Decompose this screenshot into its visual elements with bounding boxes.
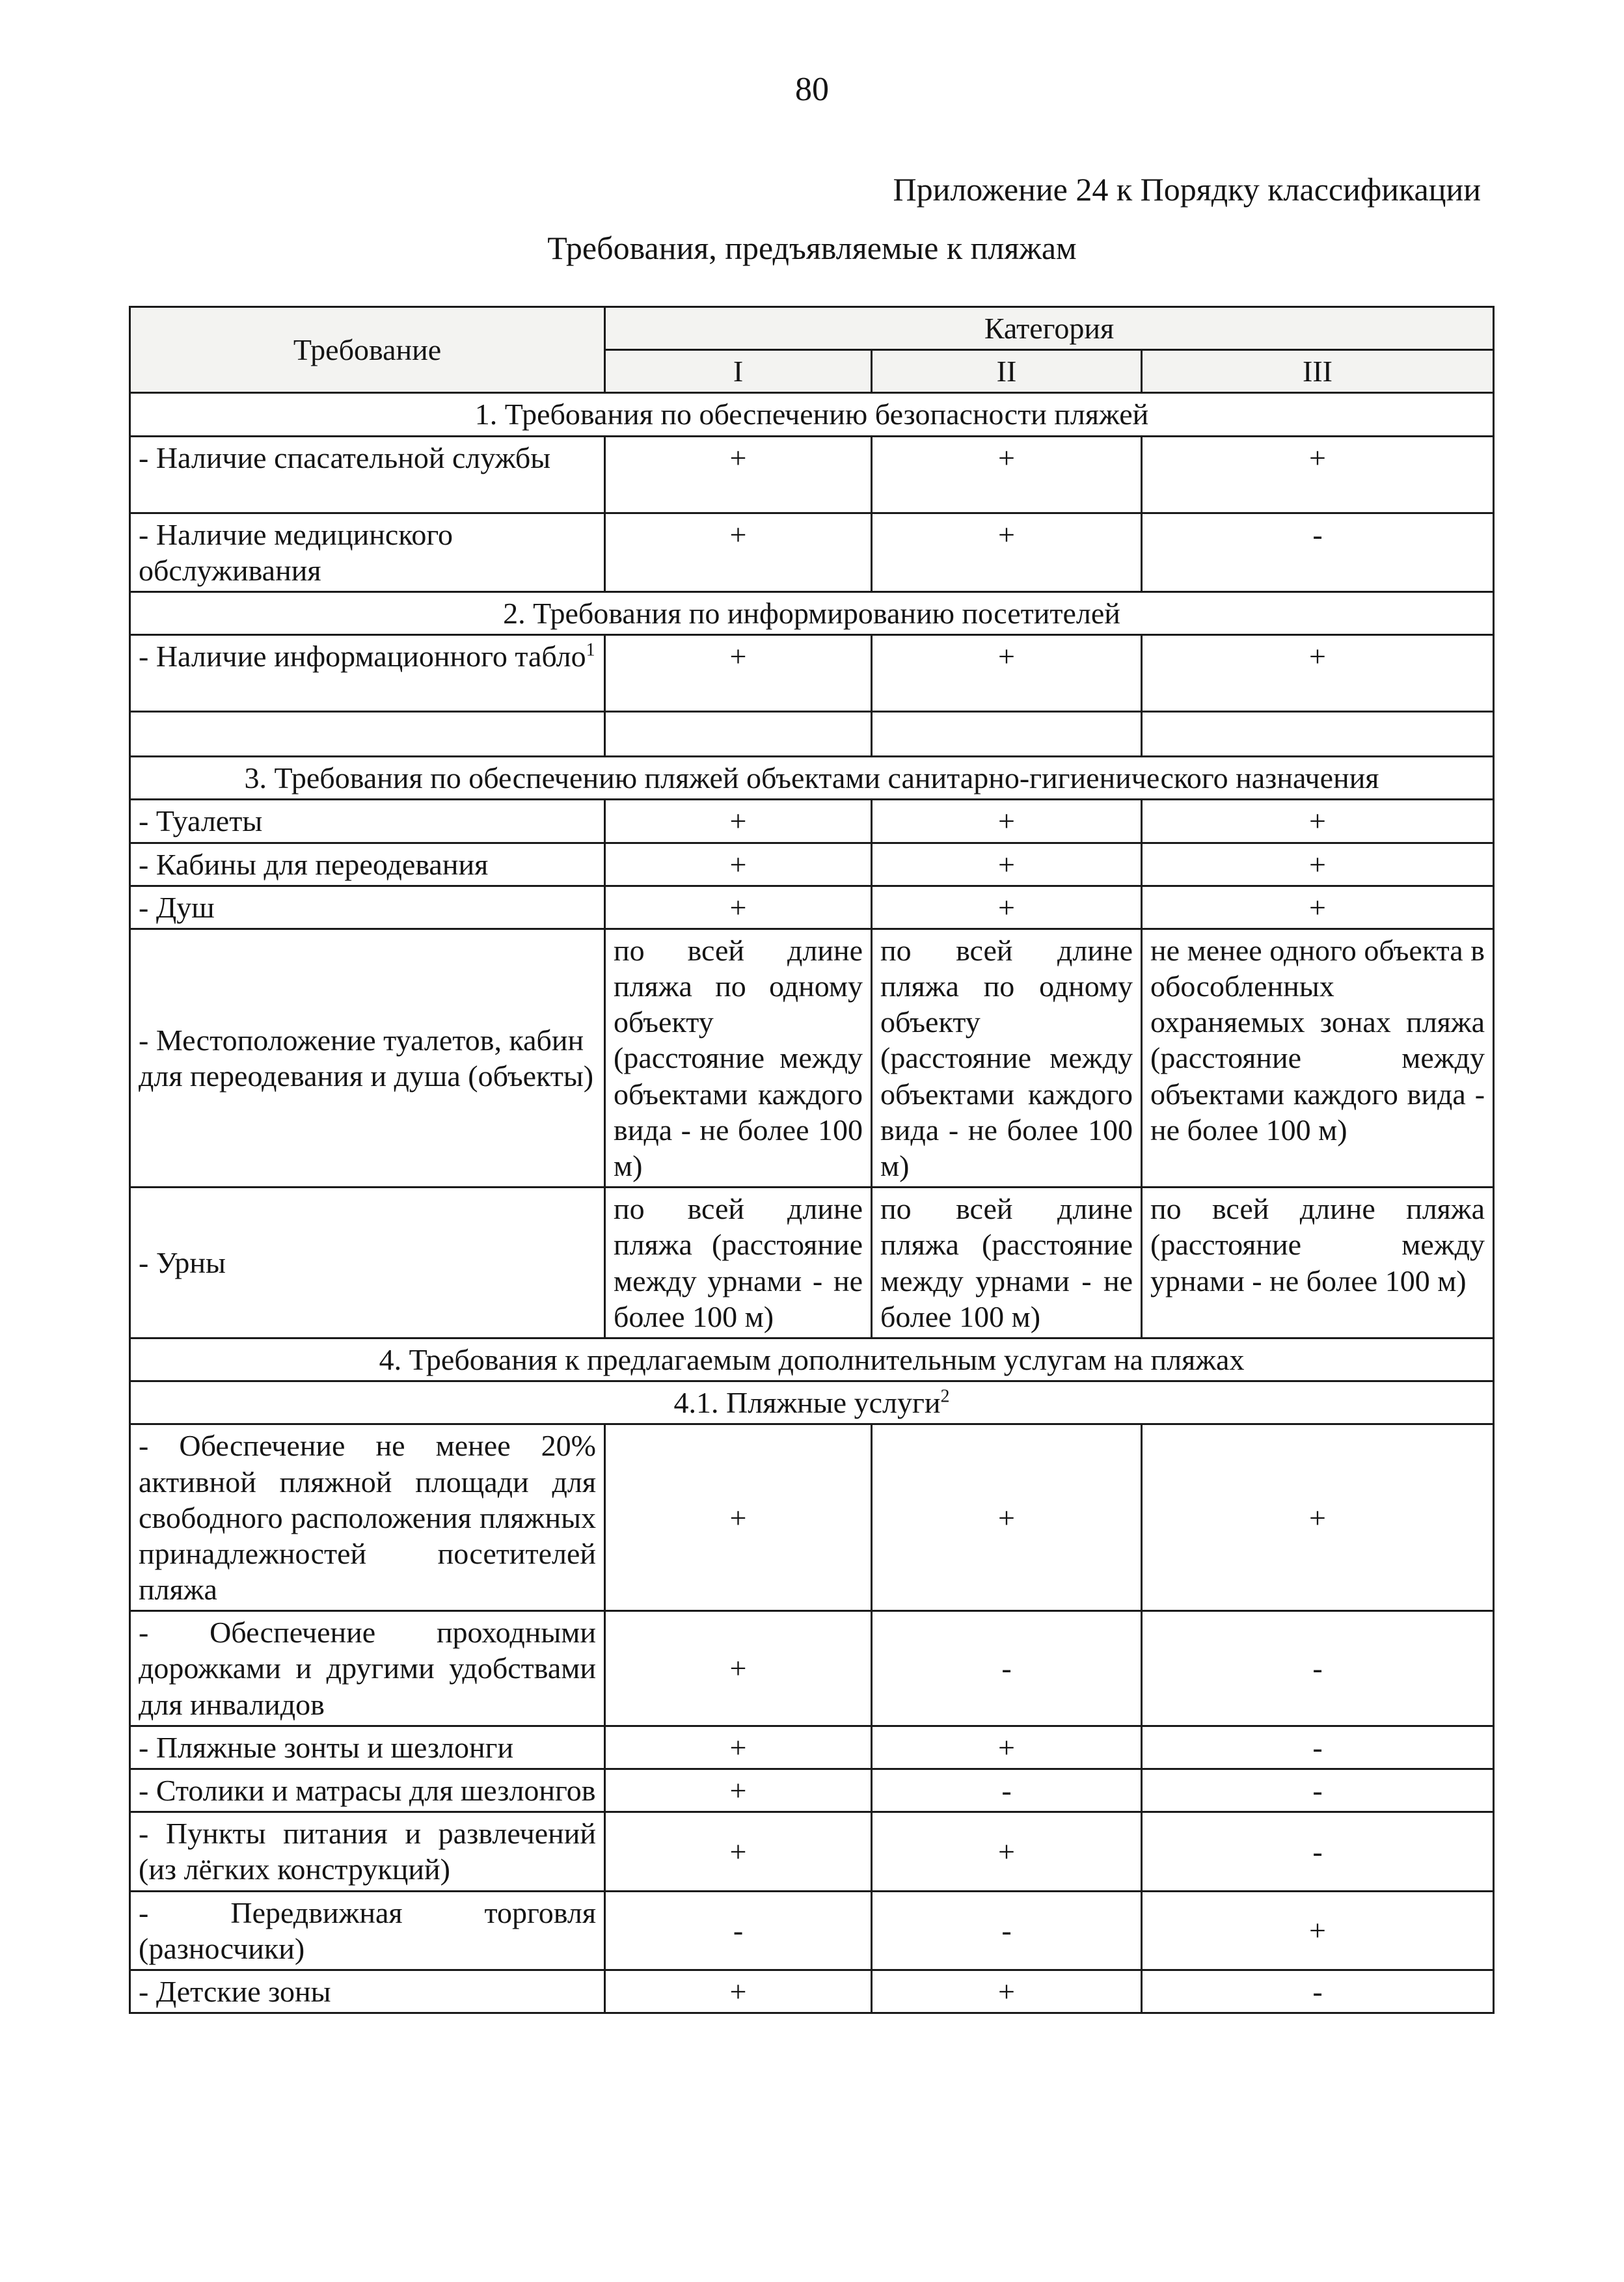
cell-category-2: по всей длине пляжа по одному объекту (расстояние между объектами каждого вида - не более 100 м) xyxy=(872,929,1142,1187)
cell-category-3: - xyxy=(1142,1970,1494,2013)
document-title: Требования, предъявляемые к пляжам xyxy=(547,230,1077,266)
cell-category-2: + xyxy=(872,436,1142,513)
table-row xyxy=(130,1726,1494,1769)
empty-cell xyxy=(605,712,872,757)
cell-category-1: + xyxy=(605,436,872,513)
cell-category-3: не менее одного объекта в обособленных охраняемых зонах пляжа (расстояние между объектами каждого вида - не более 100 м) xyxy=(1142,929,1494,1187)
footnote-marker: 1 xyxy=(586,640,595,660)
table-row xyxy=(130,843,1494,886)
subsection-heading xyxy=(130,1381,1494,1424)
cell-category-3: - xyxy=(1142,1769,1494,1812)
header-row xyxy=(130,307,1494,350)
cell-category-1: + xyxy=(605,1812,872,1891)
cell-category-1: по всей длине пляжа по одному объекту (расстояние между объектами каждого вида - не более 100 м) xyxy=(605,929,872,1187)
cell-category-2: + xyxy=(872,1726,1142,1769)
row-label: - Пляжные зонты и шезлонги xyxy=(130,1726,605,1769)
table-row xyxy=(130,436,1494,513)
appendix-note: Приложение 24 к Порядку классификации xyxy=(893,171,1481,208)
cell-category-2: + xyxy=(872,635,1142,712)
table-row xyxy=(130,1424,1494,1611)
cell-category-1: + xyxy=(605,1769,872,1812)
section-2-title: 2. Требования по информированию посетителей xyxy=(130,591,1494,634)
cell-category-1: + xyxy=(605,1424,872,1611)
cell-category-2: - xyxy=(872,1611,1142,1726)
cell-category-3: - xyxy=(1142,513,1494,591)
section-heading xyxy=(130,1338,1494,1381)
cell-category-2: + xyxy=(872,513,1142,591)
cell-category-3: - xyxy=(1142,1812,1494,1891)
row-label: - Наличие спасательной службы xyxy=(130,436,605,513)
row-label: - Местоположение туалетов, кабин для переодевания и душа (объекты) xyxy=(130,929,605,1187)
section-1-title: 1. Требования по обеспечению безопасности пляжей xyxy=(130,393,1494,436)
cell-category-3: + xyxy=(1142,1891,1494,1970)
cell-category-2: - xyxy=(872,1769,1142,1812)
section-3-title: 3. Требования по обеспечению пляжей объектами санитарно-гигиенического назначения xyxy=(130,757,1494,800)
cell-category-3: + xyxy=(1142,843,1494,886)
cell-category-1: + xyxy=(605,886,872,929)
table-row xyxy=(130,1970,1494,2013)
row-label xyxy=(130,635,605,712)
row-label: - Наличие медицинского обслуживания xyxy=(130,513,605,591)
cell-category-2: + xyxy=(872,886,1142,929)
cell-category-2: - xyxy=(872,1891,1142,1970)
cell-category-2: + xyxy=(872,1424,1142,1611)
cell-category-3: - xyxy=(1142,1726,1494,1769)
cell-category-1: + xyxy=(605,1726,872,1769)
section-heading xyxy=(130,393,1494,436)
cell-category-1: по всей длине пляжа (расстояние между урнами - не более 100 м) xyxy=(605,1188,872,1338)
section-heading xyxy=(130,591,1494,634)
table-row xyxy=(130,1611,1494,1726)
cell-category-3: + xyxy=(1142,886,1494,929)
row-label: - Пункты питания и развлечений (из лёгких конструкций) xyxy=(130,1812,605,1891)
cell-category-2: + xyxy=(872,1812,1142,1891)
cell-category-2: + xyxy=(872,843,1142,886)
header-category: Категория xyxy=(605,307,1494,350)
cell-category-3: + xyxy=(1142,635,1494,712)
cell-category-3: по всей длине пляжа (расстояние между урнами - не более 100 м) xyxy=(1142,1188,1494,1338)
cell-category-1: + xyxy=(605,800,872,843)
row-label: - Обеспечение не менее 20% активной пляжной площади для свободного расположения пляжных принадлежностей посетителей пляжа xyxy=(130,1424,605,1611)
cell-category-2: + xyxy=(872,1970,1142,2013)
cell-category-3: + xyxy=(1142,1424,1494,1611)
footnote-marker: 2 xyxy=(940,1386,950,1407)
cell-category-1: - xyxy=(605,1891,872,1970)
empty-cell xyxy=(1142,712,1494,757)
empty-row xyxy=(130,712,1494,757)
table-row xyxy=(130,1812,1494,1891)
section-4-title: 4. Требования к предлагаемым дополнительным услугам на пляжах xyxy=(130,1338,1494,1381)
requirements-table xyxy=(129,306,1495,2014)
subsection-4-1-title xyxy=(130,1381,1494,1424)
row-label-text: - Наличие информационного табло xyxy=(139,640,586,673)
cell-category-3: + xyxy=(1142,436,1494,513)
cell-category-1: + xyxy=(605,843,872,886)
empty-cell xyxy=(130,712,605,757)
row-label: - Кабины для переодевания xyxy=(130,843,605,886)
cell-category-1: + xyxy=(605,1611,872,1726)
row-label: - Передвижная торговля (разносчики) xyxy=(130,1891,605,1970)
cell-category-3: - xyxy=(1142,1611,1494,1726)
table-row xyxy=(130,929,1494,1187)
row-label: - Столики и матрасы для шезлонгов xyxy=(130,1769,605,1812)
table-row xyxy=(130,1769,1494,1812)
row-label: - Детские зоны xyxy=(130,1970,605,2013)
table-row xyxy=(130,513,1494,591)
header-category-3: III xyxy=(1142,350,1494,393)
row-label: - Душ xyxy=(130,886,605,929)
row-label: - Обеспечение проходными дорожками и другими удобствами для инвалидов xyxy=(130,1611,605,1726)
header-category-1: I xyxy=(605,350,872,393)
subsection-text: 4.1. Пляжные услуги xyxy=(673,1386,941,1420)
row-label: - Туалеты xyxy=(130,800,605,843)
table-row xyxy=(130,635,1494,712)
cell-category-1: + xyxy=(605,635,872,712)
cell-category-2: по всей длине пляжа (расстояние между урнами - не более 100 м) xyxy=(872,1188,1142,1338)
header-requirement: Требование xyxy=(130,307,605,393)
cell-category-2: + xyxy=(872,800,1142,843)
cell-category-1: + xyxy=(605,513,872,591)
row-label: - Урны xyxy=(130,1188,605,1338)
table-row xyxy=(130,886,1494,929)
table-row xyxy=(130,1188,1494,1338)
page-number: 80 xyxy=(795,71,829,108)
table-row xyxy=(130,800,1494,843)
header-category-2: II xyxy=(872,350,1142,393)
empty-cell xyxy=(872,712,1142,757)
section-heading xyxy=(130,757,1494,800)
table-row xyxy=(130,1891,1494,1970)
cell-category-1: + xyxy=(605,1970,872,2013)
cell-category-3: + xyxy=(1142,800,1494,843)
